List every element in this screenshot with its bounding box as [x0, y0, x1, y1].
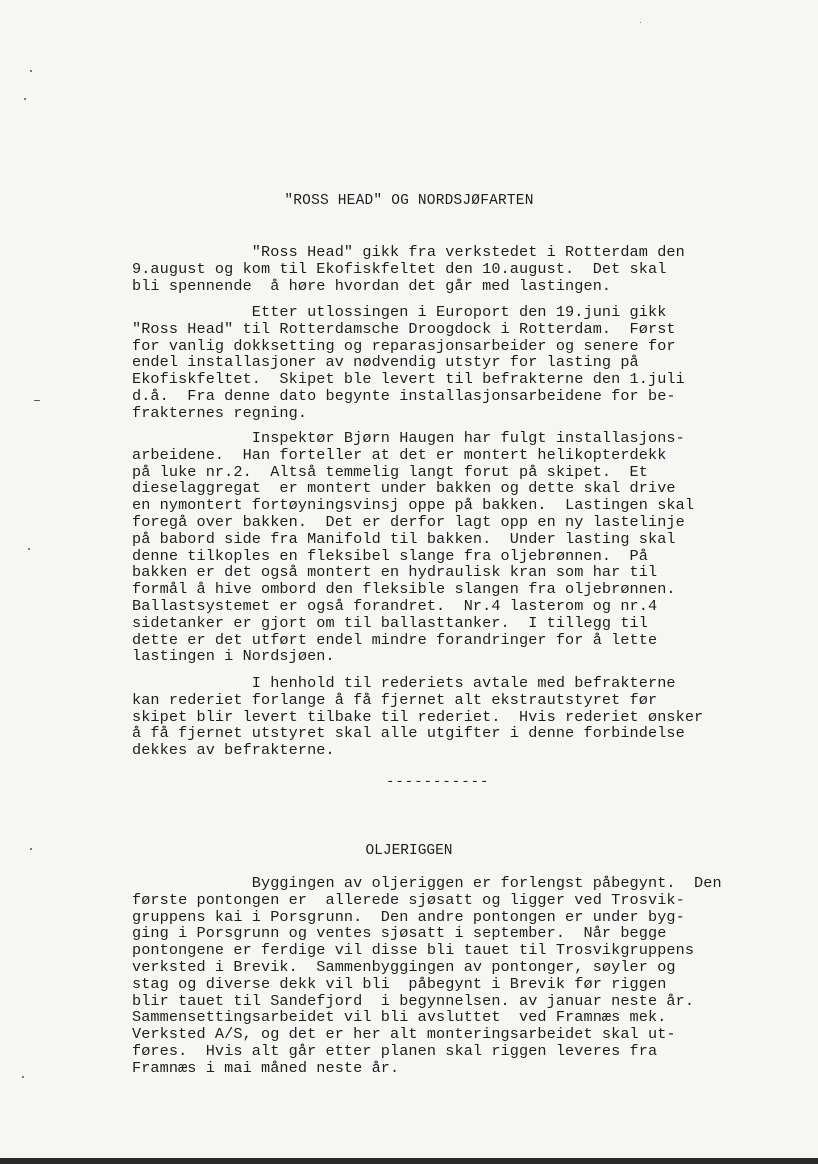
paragraph-3: Inspektør Bjørn Haugen har fulgt installasjons- arbeidene. Han forteller at det er montert helikopterdekk på luke nr.2. Altså temmelig langt forut på skipet. Et dieselaggregat er montert under bakken og dette skal drive en nymontert fortøyningsvinsj oppe på bakken. Lastingen skal foregå over bakken. Det er derfor lagt opp en ny lastelinje på babord side fra Manifold til bakken. Under lasting skal denne tilkoples en fleksibel slange fra oljebrønnen. På bakken er det også montert en hydraulisk kran som har til formål å hive ombord den fleksible slangen fra oljebrønnen. Ballastsystemet er også forandret. Nr.4 lasterom og nr.4 sidetanker er gjort om til ballasttanker. I tillegg til dette er det utført endel mindre forandringer for å lette lastingen i Nordsjøen. [132, 429, 695, 666]
paragraph-1: "Ross Head" gikk fra verkstedet i Rotterdam den 9.august og kom til Ekofiskfeltet den 10.august. Det skal bli spennende å høre hvordan det går med lastingen. [132, 243, 685, 295]
margin-speck [30, 70, 32, 72]
scan-edge [0, 1158, 818, 1164]
paragraph-2: Etter utlossingen i Europort den 19.juni gikk "Ross Head" til Rotterdamsche Droogdock i Rotterdam. Først for vanlig dokksetting og reparasjonsarbeider og senere for endel installasjoner av nødvendig utstyr for lasting på Ekofiskfeltet. Skipet ble levert til befrakterne den 1.juli d.å. Fra denne dato begynte installasjonsarbeidene for be- frakternes regning. [132, 303, 685, 422]
paragraph-5: Byggingen av oljeriggen er forlengst påbegynt. Den første pontongen er allerede sjøsatt og ligger ved Trosvik- gruppens kai i Porsgrunn. Den andre pontongen er under byg- ging i Porsgrunn og ventes sjøsatt i september. Når begge pontongene er ferdige vil disse bli tauet til Trosvikgruppens verksted i Brevik. Sammenbyggingen av pontonger, søyler og stag og diverse dekk vil bli påbegynt i Brevik før riggen blir tauet til Sandefjord i begynnelsen. av januar neste år. Sammensettingsarbeidet vil bli avsluttet ved Framnæs mek. Verksted A/S, og det er her alt monteringsarbeidet skal ut- føres. Hvis alt går etter planen skal riggen leveres fra Framnæs i mai måned neste år. [132, 874, 722, 1077]
margin-speck [22, 1076, 24, 1078]
margin-speck [640, 22, 641, 23]
margin-speck [34, 400, 40, 401]
margin-speck [28, 548, 30, 550]
page-title: "ROSS HEAD" OG NORDSJØFARTEN [284, 193, 534, 209]
paragraph-4: I henhold til rederiets avtale med befrakterne kan rederiet forlange å få fjernet alt ekstrautstyret før skipet blir levert tilbake til rederiet. Hvis rederiet ønsker å få fjernet utstyret skal alle utgifter i denne forbindelse dekkes av befrakterne. [132, 674, 704, 760]
section-separator: ----------- [386, 774, 490, 790]
margin-speck [30, 848, 32, 850]
section-heading: OLJERIGGEN [365, 843, 453, 859]
margin-speck [24, 98, 26, 100]
